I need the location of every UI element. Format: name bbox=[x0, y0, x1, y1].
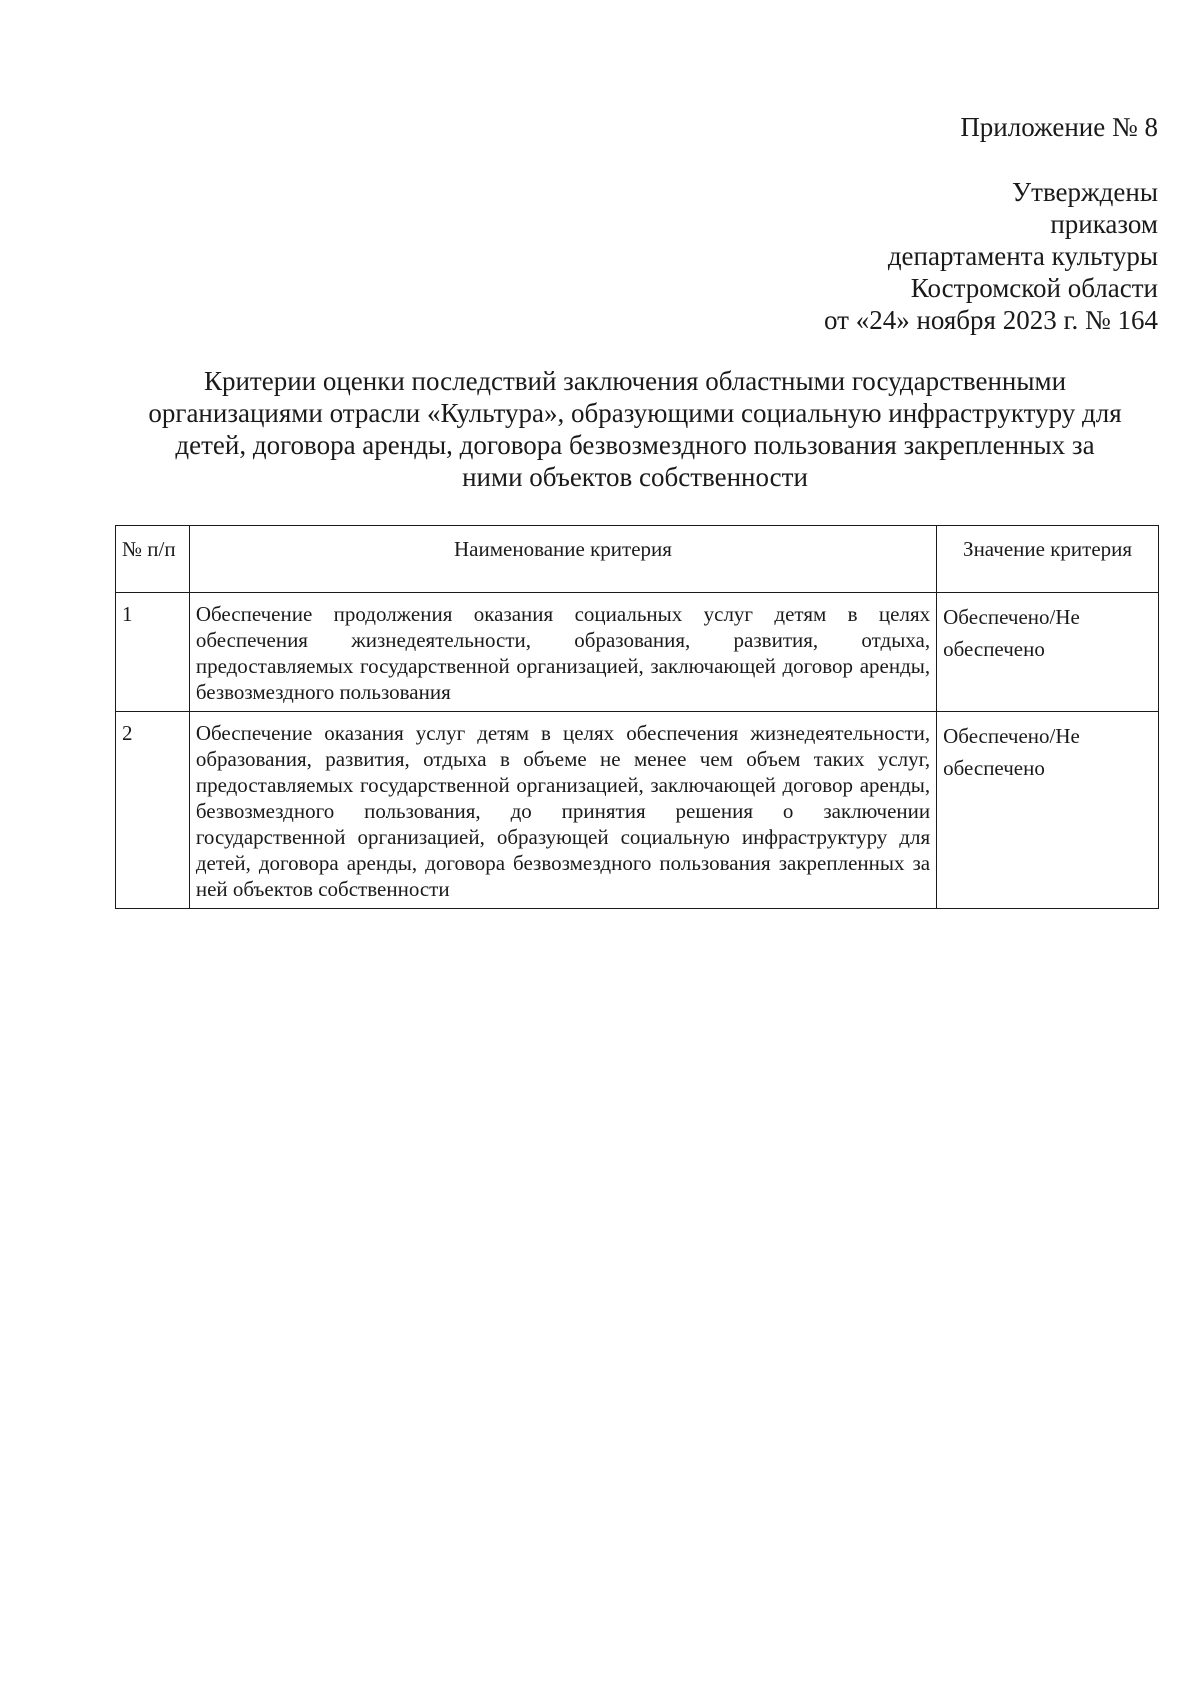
title-line: ними объектов собственности bbox=[462, 462, 808, 492]
approval-line: от «24» ноября 2023 г. № 164 bbox=[824, 305, 1158, 335]
value-line: Обеспечено/Не bbox=[943, 605, 1080, 629]
row-criterion-value bbox=[937, 593, 1159, 712]
table-header-row bbox=[116, 526, 1159, 593]
value-line: обеспечено bbox=[943, 756, 1045, 780]
table-row bbox=[116, 593, 1159, 712]
value-line: Обеспечено/Не bbox=[943, 724, 1080, 748]
header-num: № п/п bbox=[116, 526, 190, 593]
approval-line: приказом bbox=[1050, 209, 1158, 239]
row-criterion-value bbox=[937, 712, 1159, 909]
approval-line: департамента культуры bbox=[887, 241, 1158, 271]
value-line: обеспечено bbox=[943, 637, 1045, 661]
row-num: 1 bbox=[116, 593, 190, 712]
row-num: 2 bbox=[116, 712, 190, 909]
title-line: организациями отрасли «Культура», образующими социальную инфраструктуру для bbox=[148, 398, 1122, 428]
header-name: Наименование критерия bbox=[189, 526, 936, 593]
row-criterion-name: Обеспечение продолжения оказания социальных услуг детям в целях обеспечения жизнедеятельности, образования, развития, отдыха, предоставляемых государственной организацией, заключающей договор аренды, безвозмездного пользования bbox=[189, 593, 936, 712]
row-criterion-name: Обеспечение оказания услуг детям в целях обеспечения жизнедеятельности, образования, развития, отдыха в объеме не менее чем объем таких услуг, предоставляемых государственной организацией, заключающей договор аренды, безвозмездного пользования, до принятия решения о заключении государственной организацией, образующей социальную инфраструктуру для детей, договора аренды, договора безвозмездного пользования закрепленных за ней объектов собственности bbox=[189, 712, 936, 909]
document-title bbox=[110, 365, 1160, 493]
approval-line: Утверждены bbox=[1012, 177, 1158, 207]
criteria-table bbox=[115, 525, 1159, 909]
appendix-number: Приложение № 8 bbox=[960, 112, 1158, 142]
header-value: Значение критерия bbox=[937, 526, 1159, 593]
table-row bbox=[116, 712, 1159, 909]
approval-block bbox=[824, 176, 1158, 336]
title-line: детей, договора аренды, договора безвозмездного пользования закрепленных за bbox=[175, 430, 1095, 460]
approval-line: Костромской области bbox=[910, 273, 1158, 303]
title-line: Критерии оценки последствий заключения областными государственными bbox=[203, 366, 1067, 396]
